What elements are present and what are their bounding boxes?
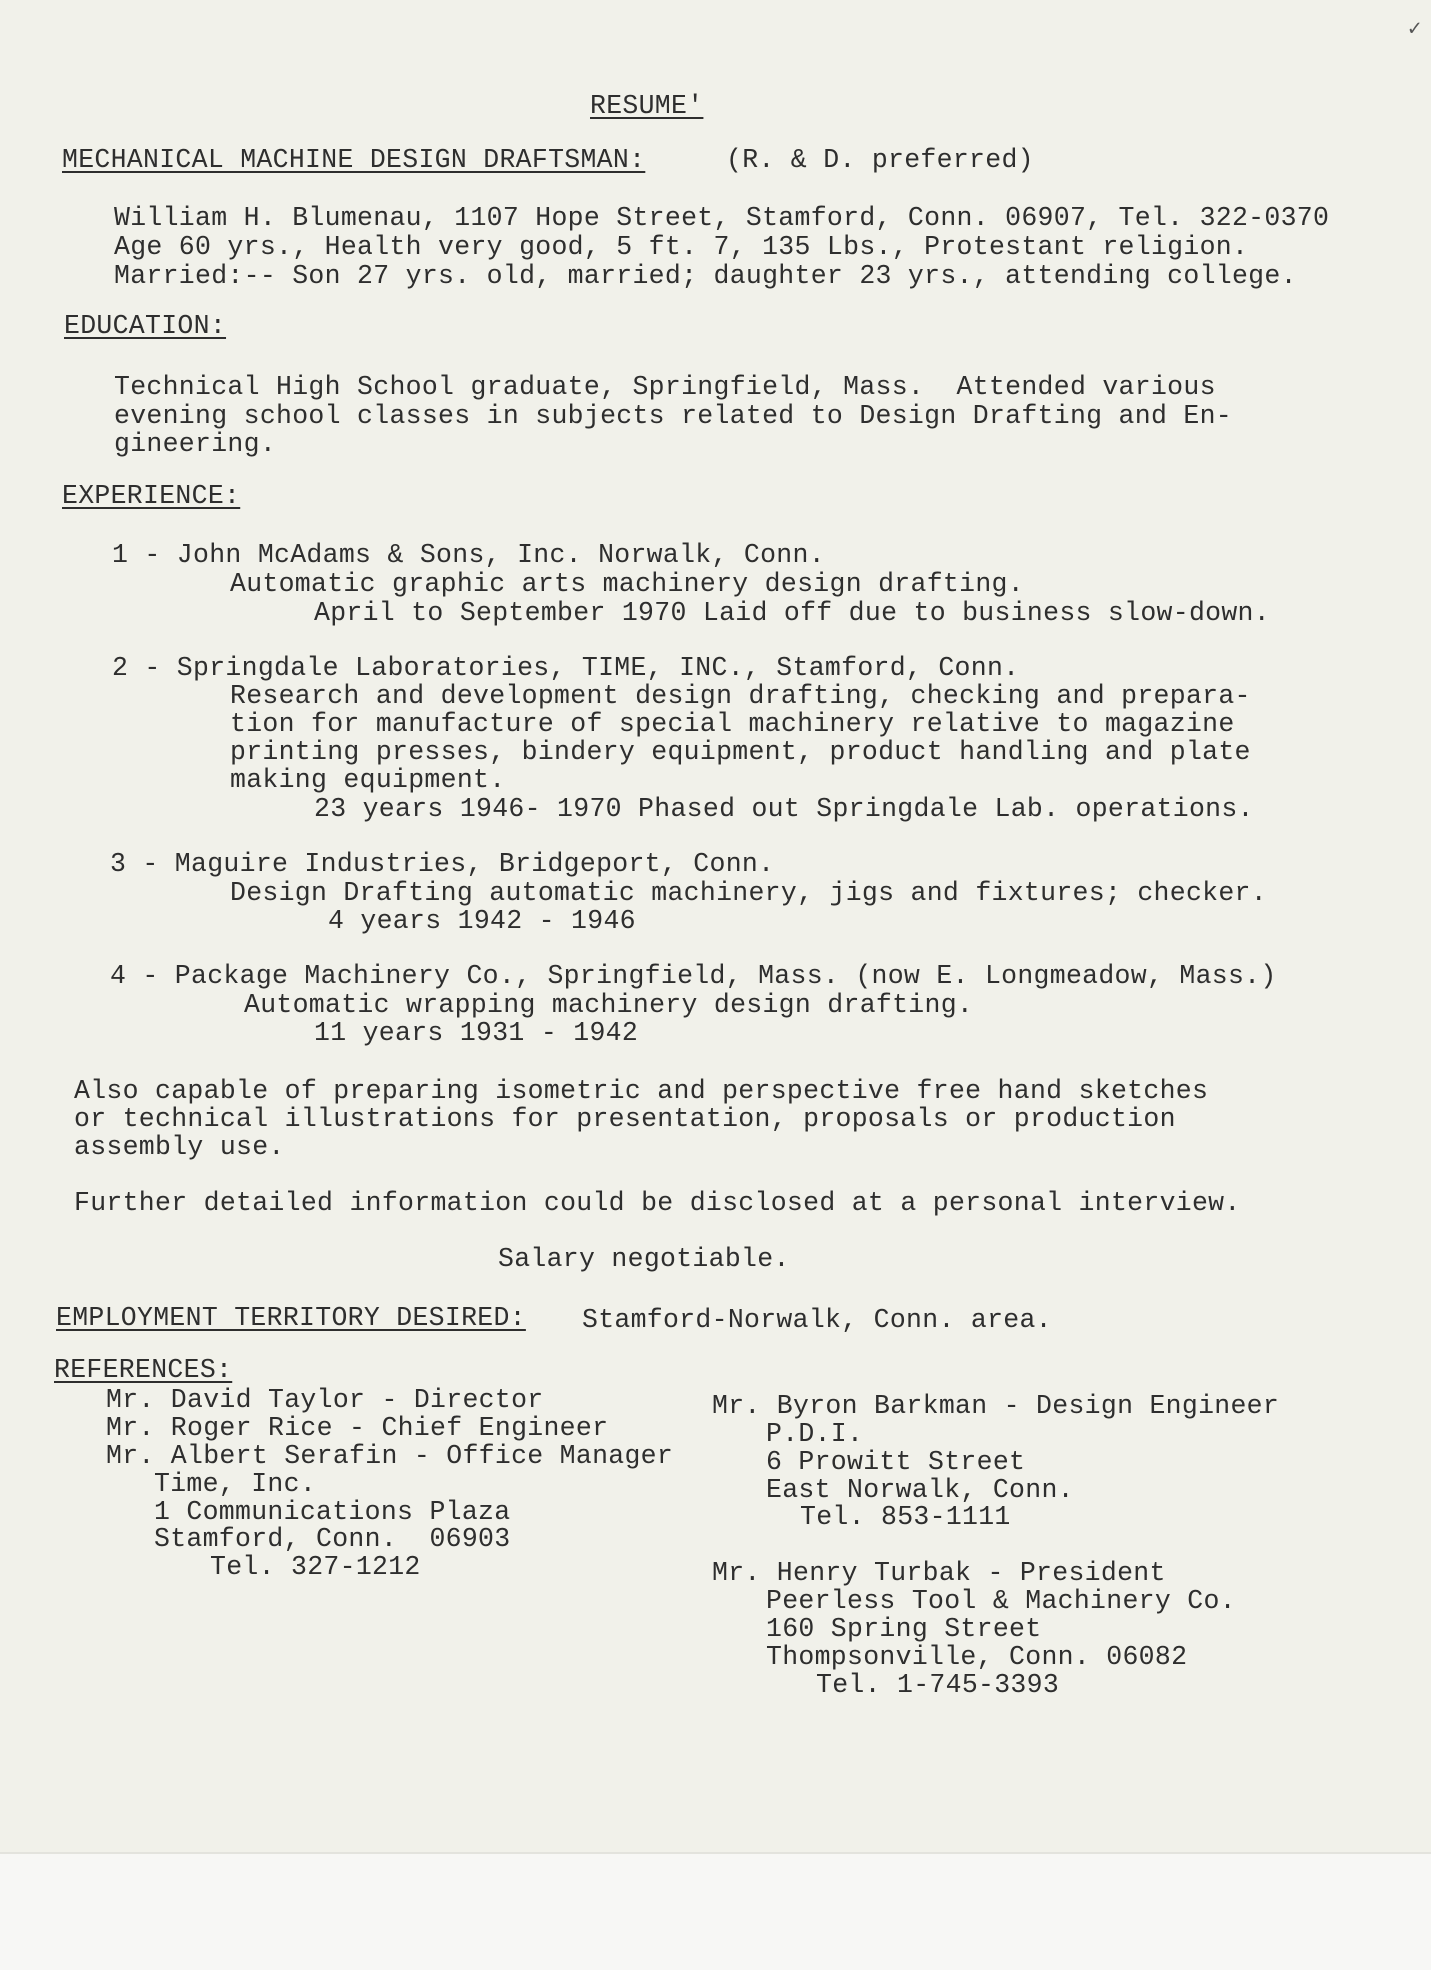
references-heading: REFERENCES: (54, 1355, 233, 1385)
personal-line-1: William H. Blumenau, 1107 Hope Street, Stamford, Conn. 06907, Tel. 322-0370 (114, 203, 1330, 233)
check-mark: ✓ (1408, 17, 1422, 42)
reference-left-line-4: Time, Inc. (154, 1469, 317, 1499)
additional-line-2: or technical illustrations for presentation, proposals or production (74, 1104, 1176, 1134)
reference-right-2-line-3: 160 Spring Street (766, 1614, 1042, 1644)
personal-line-2: Age 60 yrs., Health very good, 5 ft. 7, 135 Lbs., Protestant religion. (114, 232, 1249, 262)
additional-line-1: Also capable of preparing isometric and perspective free hand sketches (74, 1076, 1209, 1106)
experience-3-dates: 4 years 1942 - 1946 (328, 906, 636, 936)
salary-note: Salary negotiable. (498, 1244, 790, 1274)
position-note: (R. & D. preferred) (726, 145, 1034, 175)
experience-1-role: Automatic graphic arts machinery design drafting. (230, 569, 1024, 599)
reference-right-1-line-5: Tel. 853-1111 (800, 1502, 1011, 1532)
reference-left-line-7: Tel. 327-1212 (210, 1552, 421, 1582)
additional-line-3: assembly use. (74, 1132, 285, 1162)
education-line-2: evening school classes in subjects related to Design Drafting and En- (114, 401, 1232, 431)
reference-right-2-line-5: Tel. 1-745-3393 (816, 1670, 1060, 1700)
reference-right-1-line-2: P.D.I. (766, 1419, 864, 1449)
reference-left-line-1: Mr. David Taylor - Director (106, 1385, 544, 1415)
experience-2-role-line-2: tion for manufacture of special machinery relative to magazine (230, 709, 1235, 739)
education-line-3: gineering. (114, 429, 277, 459)
reference-left-line-6: Stamford, Conn. 06903 (154, 1524, 511, 1554)
reference-right-2-line-2: Peerless Tool & Machinery Co. (766, 1586, 1236, 1616)
experience-2-role-line-4: making equipment. (230, 765, 506, 795)
experience-4-employer: 4 - Package Machinery Co., Springfield, Mass. (now E. Longmeadow, Mass.) (110, 961, 1277, 991)
reference-left-line-3: Mr. Albert Serafin - Office Manager (106, 1441, 674, 1471)
education-line-1: Technical High School graduate, Springfield, Mass. Attended various (114, 372, 1216, 402)
reference-left-line-2: Mr. Roger Rice - Chief Engineer (106, 1413, 609, 1443)
education-heading: EDUCATION: (64, 311, 227, 341)
position-heading: MECHANICAL MACHINE DESIGN DRAFTSMAN: (62, 145, 646, 175)
reference-left-line-5: 1 Communications Plaza (154, 1497, 511, 1527)
further-info: Further detailed information could be disclosed at a personal interview. (74, 1188, 1241, 1218)
reference-right-1-line-4: East Norwalk, Conn. (766, 1475, 1074, 1505)
experience-2-dates: 23 years 1946- 1970 Phased out Springdale Lab. operations. (314, 794, 1254, 824)
experience-1-dates: April to September 1970 Laid off due to business slow-down. (314, 598, 1270, 628)
experience-2-role-line-1: Research and development design drafting, checking and prepara- (230, 681, 1251, 711)
reference-right-2-line-4: Thompsonville, Conn. 06082 (766, 1642, 1188, 1672)
territory-value: Stamford-Norwalk, Conn. area. (582, 1305, 1052, 1335)
experience-heading: EXPERIENCE: (62, 481, 241, 511)
experience-3-employer: 3 - Maguire Industries, Bridgeport, Conn. (110, 849, 775, 879)
reference-right-2-line-1: Mr. Henry Turbak - President (712, 1558, 1166, 1588)
resume-title: RESUME' (590, 91, 704, 121)
experience-2-role-line-3: printing presses, bindery equipment, product handling and plate (230, 737, 1251, 767)
experience-4-dates: 11 years 1931 - 1942 (314, 1018, 639, 1048)
reference-right-1-line-1: Mr. Byron Barkman - Design Engineer (712, 1391, 1280, 1421)
experience-3-role: Design Drafting automatic machinery, jigs and fixtures; checker. (230, 878, 1267, 908)
personal-line-3: Married:-- Son 27 yrs. old, married; daughter 23 yrs., attending college. (114, 261, 1297, 291)
territory-heading: EMPLOYMENT TERRITORY DESIRED: (56, 1303, 526, 1333)
reference-right-1-line-3: 6 Prowitt Street (766, 1447, 1026, 1477)
experience-2-employer: 2 - Springdale Laboratories, TIME, INC., Stamford, Conn. (112, 653, 1020, 683)
experience-4-role: Automatic wrapping machinery design drafting. (244, 990, 974, 1020)
experience-1-employer: 1 - John McAdams & Sons, Inc. Norwalk, Conn. (112, 540, 825, 570)
